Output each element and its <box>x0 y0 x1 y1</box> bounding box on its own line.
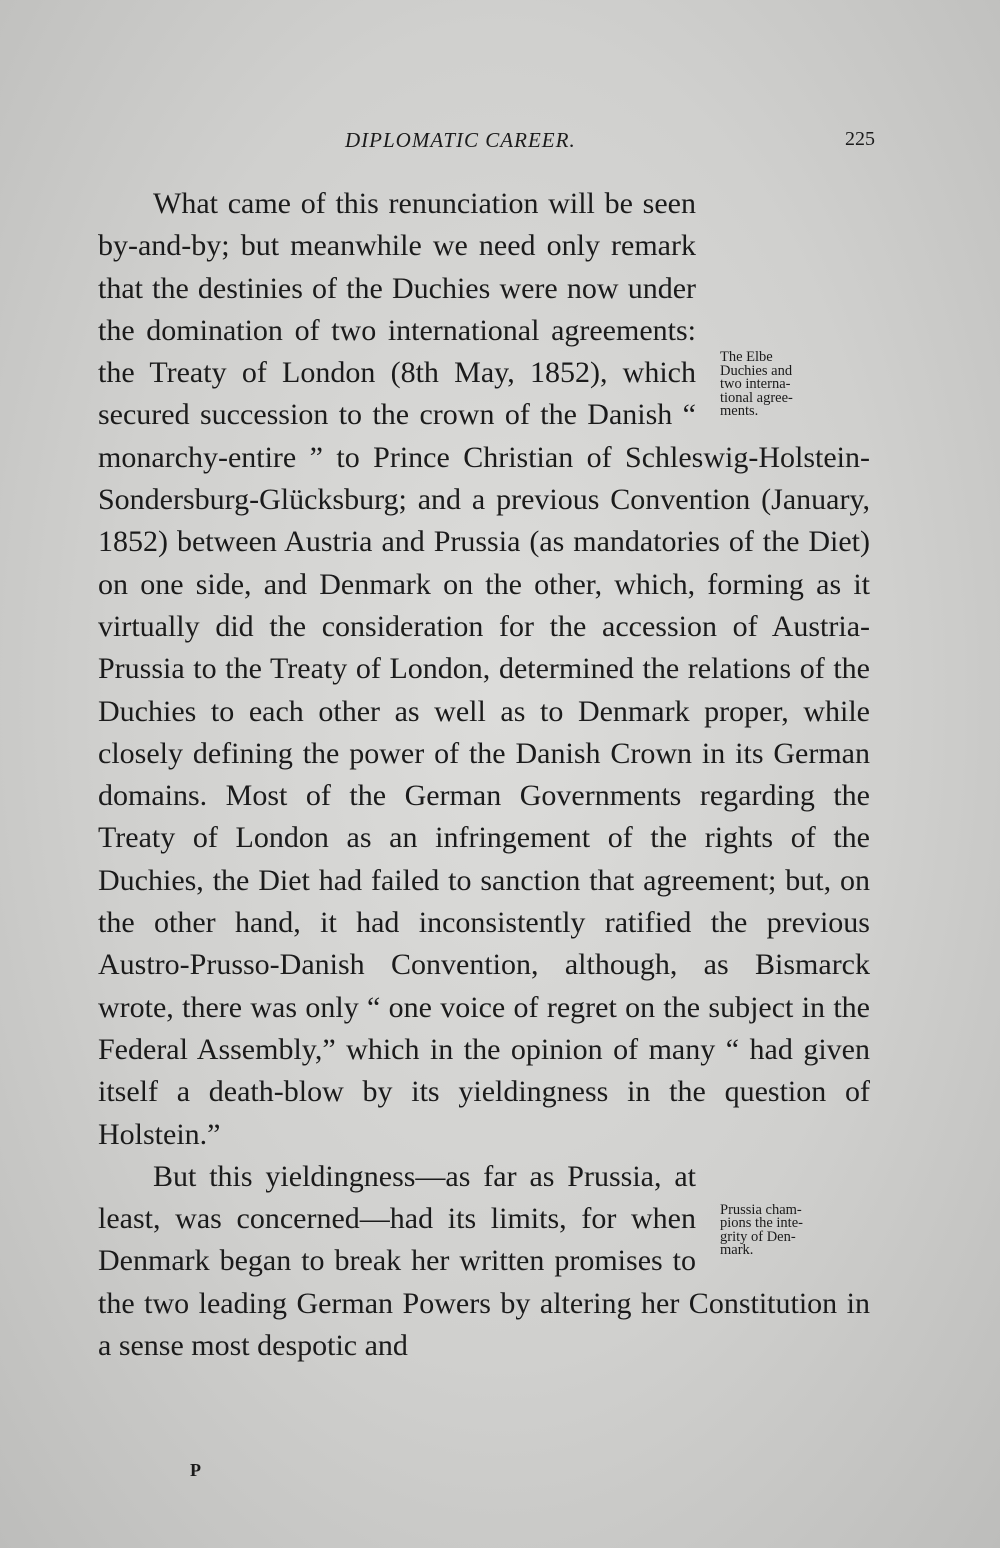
running-head: DIPLOMATIC CAREER. <box>345 128 576 152</box>
paragraph-1-text: What came of this renunciation will be seen by-and-by; but meanwhile we need only remark that the destinies of the Duchies were now under the domination of two international agreements: the Treaty of London (8th May, 1852), which secured succession to the crown of the Danish “ monarchy-entire ” to Prince Christian of Schleswig-Holstein-Sondersburg-Glücksburg; and a previous Convention (January, 1852) between Austria and Prussia (as mandatories of the Diet) on one side, and Denmark on the other, which, forming as it virtually did the consideration for the accession of Austria-Prussia to the Treaty of London, determined the relations of the Duchies to each other as well as to Denmark proper, while closely defining the power of the Danish Crown in its German domains. Most of the German Governments regarding the Treaty of London as an infringement of the rights of the Duchies, the Diet had failed to sanction that agreement; but, on the other hand, it had inconsistently ratified the previous Austro-Prusso-Danish Convention, although, as Bismarck wrote, there was only “ one voice of regret on the subject in the Federal Assembly,” which in the opinion of many “ had given itself a death-blow by its yieldingness in the question of Holstein.” <box>98 187 870 1151</box>
page-number: 225 <box>845 128 875 150</box>
sidenote-line: two interna- <box>720 376 791 392</box>
paragraph-2 <box>98 1156 870 1367</box>
signature-mark: P <box>190 1460 201 1480</box>
sidenote-elbe-duchies <box>720 351 870 419</box>
page-header <box>100 128 875 168</box>
sidenote-prussia-champions <box>720 1201 870 1259</box>
body-text <box>98 183 870 1367</box>
sidenote-line: Duchies and <box>720 362 793 379</box>
sidenote-line: ments. <box>720 403 759 419</box>
paragraph-1 <box>98 183 870 1156</box>
sidenote-line: grity of Den- <box>720 1228 796 1245</box>
sidenote-line: The Elbe <box>720 349 773 365</box>
sidenote-line: tional agree- <box>720 389 793 406</box>
sidenote-line: pions the inte- <box>720 1215 803 1232</box>
sidenote-line: mark. <box>720 1242 754 1259</box>
paragraph-2-text: But this yieldingness—as far as Prussia, at least, was concerned—had its limits, for when Denmark began to break her written promises to the two leading German Powers by altering her Constitution in a sense most despotic and <box>98 1159 870 1363</box>
sidenote-line: Prussia cham- <box>720 1201 802 1218</box>
